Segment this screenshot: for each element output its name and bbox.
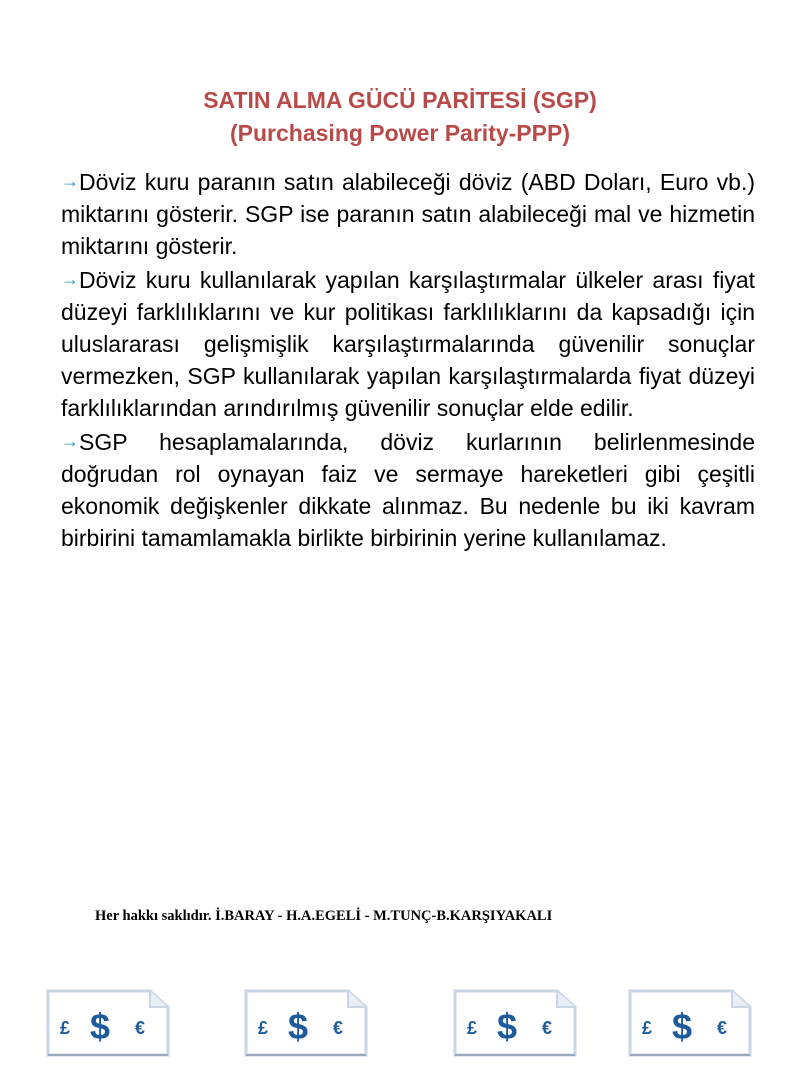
euro-icon: € — [333, 1018, 344, 1038]
dollar-icon: $ — [288, 1006, 309, 1047]
paragraph-text: Döviz kuru kullanılarak yapılan karşılaştırmalar ülkeler arası fiyat düzeyi farklılıklarını ve kur politikası farklılıklarını da kapsadığı için uluslararası gelişmişlik karşılaştırmalarında güvenilir sonuçlar vermezken, SGP kullanılarak yapılan karşılaştırmalarda fiyat düzeyi farklılıklarından arındırılmış güvenilir sonuçlar elde edilir. — [61, 266, 755, 422]
paragraph-3 — [61, 425, 755, 555]
arrow-icon: → — [61, 430, 79, 451]
currency-document-icon — [40, 983, 180, 1061]
arrow-icon: → — [61, 171, 79, 191]
page-subtitle: (Purchasing Power Parity-PPP) — [230, 120, 570, 146]
pound-icon: £ — [642, 1018, 653, 1038]
paragraph-text: Döviz kuru paranın satın alabileceği döviz (ABD Doları, Euro vb.) miktarını gösterir. SGP ise paranın satın alabileceği mal ve hizmetin miktarını gösterir. — [61, 169, 755, 260]
euro-icon: € — [717, 1018, 728, 1038]
pound-icon: £ — [467, 1018, 478, 1038]
content-body — [61, 165, 755, 554]
dollar-icon: $ — [90, 1006, 111, 1047]
currency-document-icon — [447, 983, 587, 1061]
dollar-icon: $ — [497, 1006, 518, 1047]
page-title: SATIN ALMA GÜCÜ PARİTESİ (SGP) — [203, 87, 597, 113]
pound-icon: £ — [60, 1018, 71, 1038]
paragraph-2 — [61, 263, 755, 425]
currency-document-icon — [622, 983, 762, 1061]
copyright-footer: Her hakkı saklıdır. İ.BARAY - H.A.EGELİ - M.TUNÇ-B.KARŞIYAKALI — [95, 908, 553, 924]
euro-icon: € — [135, 1018, 146, 1038]
currency-document-icon — [238, 983, 378, 1061]
paragraph-text: SGP hesaplamalarında, döviz kurlarının belirlenmesinde doğrudan rol oynayan faiz ve sermaye hareketleri gibi çeşitli ekonomik değişkenler dikkate alınmaz. Bu nedenle bu iki kavram birbirini tamamlamakla birlikte birbirinin yerine kullanılamaz. — [61, 428, 755, 552]
paragraph-1 — [61, 165, 755, 263]
pound-icon: £ — [258, 1018, 269, 1038]
euro-icon: € — [542, 1018, 553, 1038]
dollar-icon: $ — [672, 1006, 693, 1047]
arrow-icon: → — [61, 268, 79, 289]
